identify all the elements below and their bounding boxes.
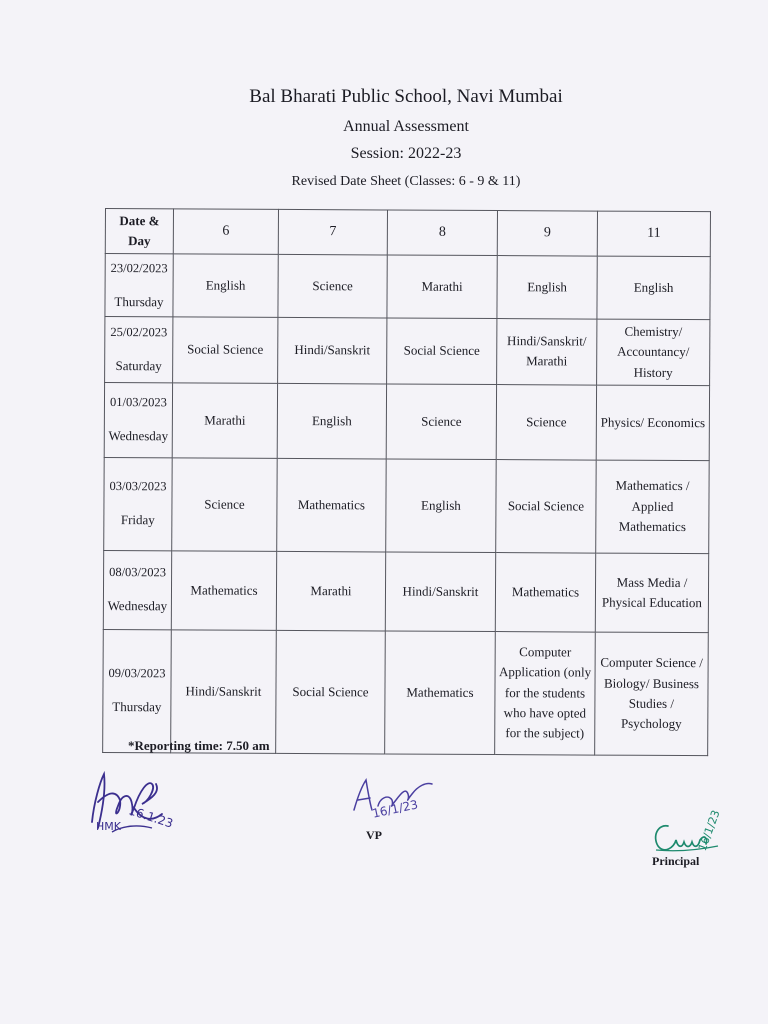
exam-day: Thursday <box>114 293 164 310</box>
column-header: 11 <box>597 211 710 257</box>
vp-label: VP <box>366 828 382 842</box>
table-row <box>103 629 709 755</box>
date-day-cell <box>104 382 172 457</box>
subject-cell: English <box>277 383 386 459</box>
subject-cell: Mass Media / Physical Education <box>595 553 708 633</box>
exam-date: 23/02/2023 <box>110 260 168 275</box>
subject-cell: Hindi/Sanskrit/ Marathi <box>497 319 597 385</box>
column-header: 7 <box>278 209 387 255</box>
subject-cell: Social Science <box>276 630 386 754</box>
hm-initials: HMK <box>96 820 121 833</box>
subject-cell: Marathi <box>387 255 497 319</box>
exam-date: 01/03/2023 <box>109 394 167 410</box>
subject-cell: Hindi/Sanskrit <box>278 318 387 384</box>
subject-cell: Science <box>386 384 496 460</box>
date-day-cell <box>105 254 173 317</box>
exam-date: 03/03/2023 <box>109 478 167 494</box>
school-name: Bal Bharati Public School, Navi Mumbai <box>249 86 563 107</box>
vp-signature <box>348 770 448 842</box>
subject-cell: Computer Science / Biology/ Business Studies / Psychology <box>595 632 709 756</box>
assessment-title: Annual Assessment <box>343 118 469 135</box>
date-day-cell <box>103 629 172 752</box>
reporting-time-note: *Reporting time: 7.50 am <box>128 738 270 753</box>
table-row <box>104 382 709 460</box>
exam-day: Saturday <box>115 358 162 374</box>
exam-date: 08/03/2023 <box>109 564 167 580</box>
subject-cell: Science <box>278 255 387 319</box>
subject-cell: Science <box>172 458 277 552</box>
date-sheet-table <box>102 208 711 756</box>
hm-sign-date: 16.1.23 <box>126 803 175 831</box>
subject-cell: Marathi <box>172 383 277 459</box>
subject-cell: Computer Application (only for the students who have opted for the subject) <box>495 631 596 755</box>
exam-day: Thursday <box>112 699 162 715</box>
exam-day: Wednesday <box>107 598 168 614</box>
column-header: 8 <box>387 210 497 256</box>
subject-cell: English <box>173 254 278 318</box>
subject-cell: Mathematics / Applied Mathematics <box>596 460 709 554</box>
date-day-cell <box>104 457 172 550</box>
subject-cell: Social Science <box>387 318 497 384</box>
hm-signature <box>82 762 192 842</box>
principal-signature <box>648 808 738 868</box>
subject-cell: Mathematics <box>277 458 386 552</box>
subject-cell: English <box>597 256 710 320</box>
exam-date: 09/03/2023 <box>108 665 166 681</box>
subject-cell: Mathematics <box>385 631 496 755</box>
subject-cell: Social Science <box>496 459 596 553</box>
session-title: Session: 2022-23 <box>350 145 462 162</box>
subject-cell: Mathematics <box>495 552 595 632</box>
subject-cell: English <box>386 459 496 553</box>
date-day-cell <box>105 317 173 383</box>
column-header: Date & Day <box>105 209 173 255</box>
principal-sign-date: 16/1/23 <box>695 808 723 853</box>
exam-date: 25/02/2023 <box>110 324 168 340</box>
subject-cell: Physics/ Economics <box>596 385 709 461</box>
table-header-row <box>105 209 710 257</box>
subject-cell: Mathematics <box>171 551 276 631</box>
subject-cell: Chemistry/ Accountancy/ History <box>597 319 710 385</box>
table-row <box>105 317 710 386</box>
subject-cell: Hindi/Sanskrit <box>171 630 277 754</box>
vp-sign-date: 16/1/23 <box>371 797 420 821</box>
revised-date-sheet-title: Revised Date Sheet (Classes: 6 - 9 & 11) <box>291 174 521 189</box>
subject-cell: Marathi <box>276 551 385 631</box>
principal-label: Principal <box>652 854 700 868</box>
column-header: 9 <box>497 211 597 257</box>
subject-cell: Science <box>496 384 596 460</box>
column-header: 6 <box>173 209 278 255</box>
table-row <box>105 254 710 320</box>
exam-day: Wednesday <box>108 428 169 444</box>
subject-cell: English <box>497 256 597 320</box>
subject-cell: Social Science <box>173 317 278 383</box>
table-row <box>103 550 708 632</box>
date-day-cell <box>103 550 171 629</box>
exam-day: Friday <box>120 512 155 528</box>
subject-cell: Hindi/Sanskrit <box>385 552 495 632</box>
table-row <box>104 457 709 553</box>
